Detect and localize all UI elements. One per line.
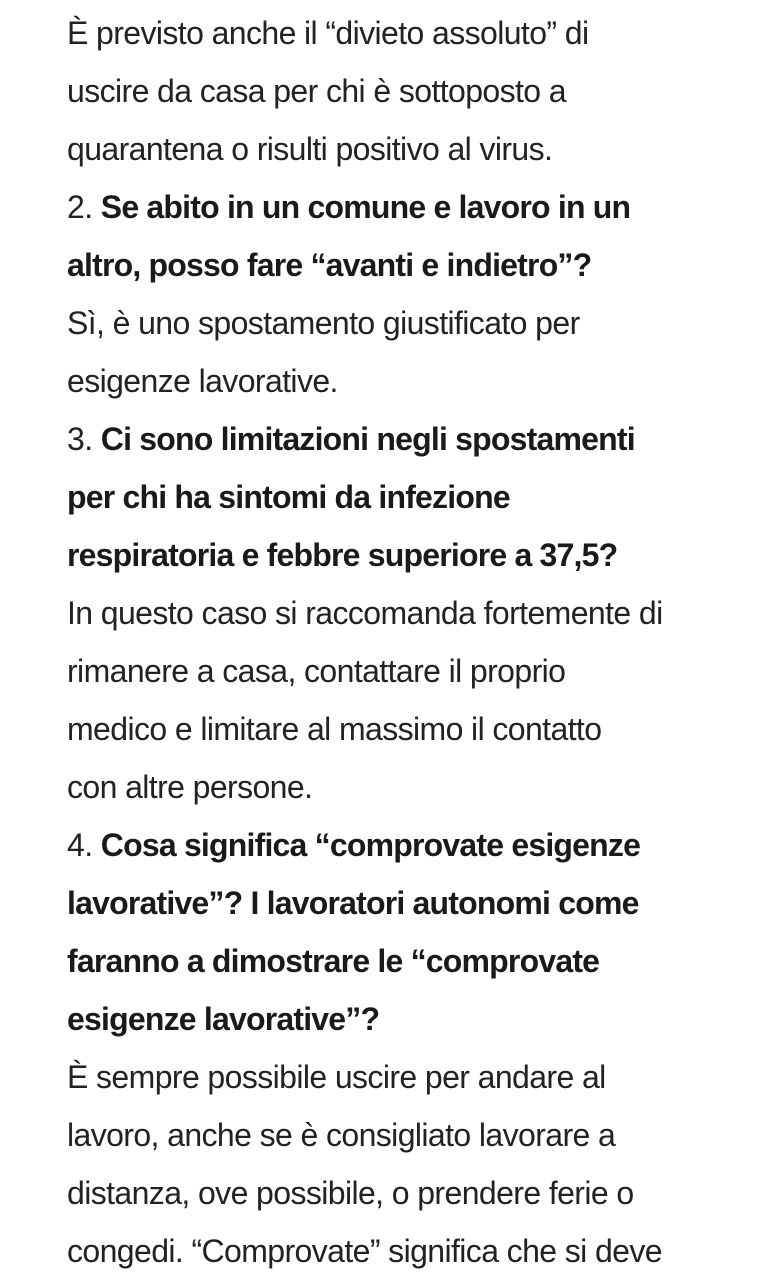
answer-line: esigenze lavorative.	[67, 363, 338, 399]
answer-line: Sì, è uno spostamento giustificato per	[67, 305, 580, 341]
question-line	[67, 178, 779, 236]
question-text: Ci sono limitazioni negli spostamenti	[100, 421, 635, 457]
faq-item-4	[67, 816, 779, 1280]
text-line: È previsto anche il “divieto assoluto” di	[67, 15, 589, 51]
answer-line: In questo caso si raccomanda fortemente di	[67, 595, 663, 631]
question-number: 3.	[67, 421, 93, 457]
faq-item-3	[67, 410, 779, 816]
question-line	[67, 410, 779, 468]
answer-line: È sempre possibile uscire per andare al	[67, 1059, 606, 1095]
answer-line: rimanere a casa, contattare il proprio	[67, 653, 566, 689]
question-number: 4.	[67, 827, 93, 863]
question-text: esigenze lavorative”?	[67, 1001, 380, 1037]
answer-line: medico e limitare al massimo il contatto	[67, 711, 602, 747]
faq-item-2	[67, 178, 779, 410]
answer-line: congedi. “Comprovate” significa che si deve	[67, 1233, 662, 1269]
question-text: per chi ha sintomi da infezione	[67, 479, 510, 515]
question-text: altro, posso fare “avanti e indietro”?	[67, 247, 592, 283]
question-text: lavorative”? I lavoratori autonomi come	[67, 885, 639, 921]
text-line: quarantena o risulti positivo al virus.	[67, 131, 553, 167]
text-line: uscire da casa per chi è sottoposto a	[67, 73, 566, 109]
question-number: 2.	[67, 189, 93, 225]
question-text: Se abito in un comune e lavoro in un	[100, 189, 631, 225]
intro-paragraph	[67, 4, 779, 178]
article-body	[67, 0, 779, 1280]
question-text: respiratoria e febbre superiore a 37,5?	[67, 537, 618, 573]
question-text: faranno a dimostrare le “comprovate	[67, 943, 600, 979]
question-line	[67, 816, 779, 874]
answer-line: lavoro, anche se è consigliato lavorare a	[67, 1117, 616, 1153]
answer-line: distanza, ove possibile, o prendere ferie o	[67, 1175, 634, 1211]
question-text: Cosa significa “comprovate esigenze	[100, 827, 641, 863]
answer-line: con altre persone.	[67, 769, 313, 805]
